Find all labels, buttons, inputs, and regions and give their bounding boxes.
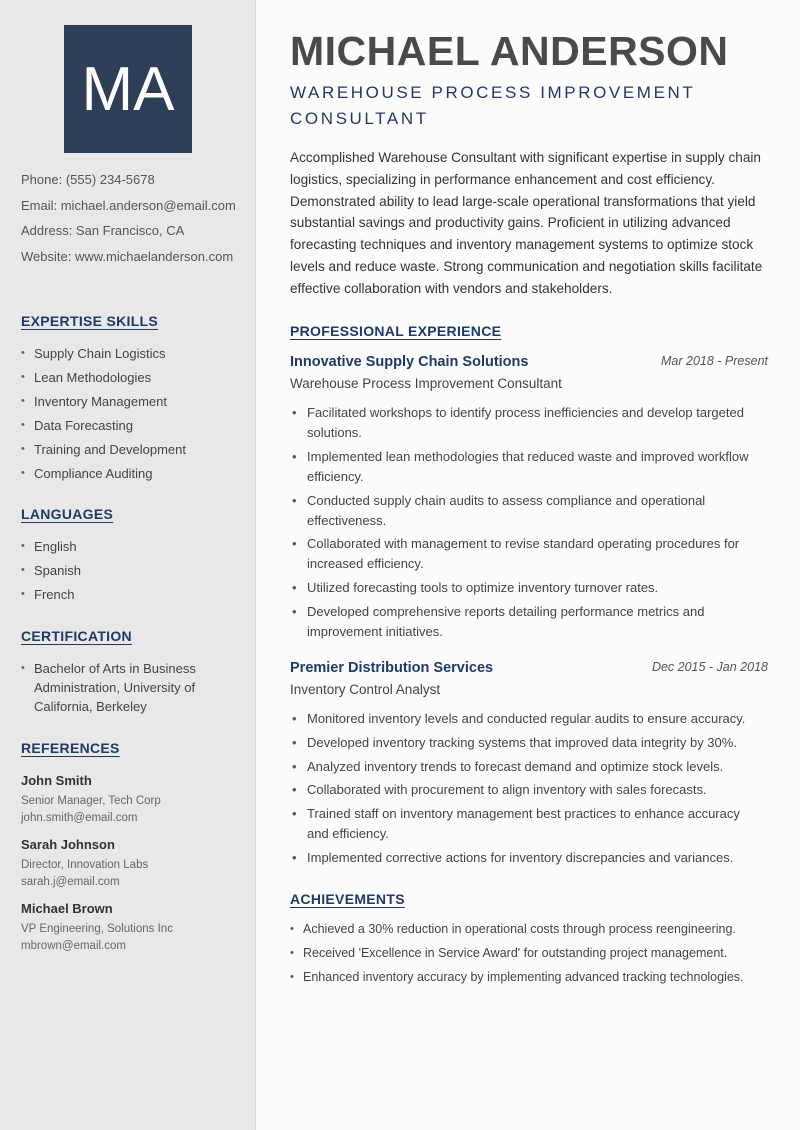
reference-title: VP Engineering, Solutions Inc (21, 923, 173, 935)
reference-email: mbrown@email.com (21, 940, 126, 952)
job-header (290, 352, 768, 394)
language-item: • Spanish (21, 561, 236, 580)
skill-item: • Lean Methodologies (21, 368, 236, 387)
achievement-item: • Enhanced inventory accuracy by implementing advanced tracking technologies. (290, 968, 768, 986)
skills-heading: EXPERTISE SKILLS (21, 313, 159, 329)
job-role: Warehouse Process Improvement Consultant (290, 376, 562, 391)
job-dates: Dec 2015 - Jan 2018 (651, 660, 768, 674)
certification-item: • Bachelor of Arts in Business Administration, University of California, Berkeley (21, 659, 206, 716)
job-bullet: • Trained staff on inventory management best practices to enhance accuracy and efficiency. (290, 804, 760, 844)
job-bullet: • Facilitated workshops to identify process inefficiencies and develop targeted solutions. (290, 403, 760, 443)
job-bullets (290, 403, 760, 646)
job-company: Innovative Supply Chain Solutions (290, 354, 529, 370)
contact-info (21, 170, 236, 272)
languages-heading: LANGUAGES (21, 506, 114, 522)
references-list (21, 772, 241, 964)
job-bullet: • Implemented lean methodologies that reduced waste and improved workflow efficiency. (290, 447, 760, 487)
job-bullet: • Monitored inventory levels and conducted regular audits to ensure accuracy. (290, 709, 760, 729)
job-bullet: • Developed comprehensive reports detailing performance metrics and improvement initiatives. (290, 602, 760, 642)
monogram-logo: MA (64, 25, 192, 153)
job-bullets (290, 709, 760, 872)
certification-list (21, 659, 206, 721)
candidate-name: MICHAEL ANDERSON (290, 28, 729, 74)
job-dates: Mar 2018 - Present (661, 354, 768, 368)
certification-heading: CERTIFICATION (21, 628, 132, 644)
job-bullet: • Conducted supply chain audits to assess compliance and operational effectiveness. (290, 491, 760, 531)
reference-email: john.smith@email.com (21, 812, 138, 824)
reference-name: Sarah Johnson (21, 837, 115, 852)
reference-title: Director, Innovation Labs (21, 859, 149, 871)
achievement-item: • Achieved a 30% reduction in operational costs through process reengineering. (290, 920, 768, 938)
job-bullet: • Collaborated with procurement to align inventory with sales forecasts. (290, 780, 760, 800)
reference-name: John Smith (21, 773, 92, 788)
skill-item: • Training and Development (21, 440, 236, 459)
job-bullet: • Analyzed inventory trends to forecast demand and optimize stock levels. (290, 757, 760, 777)
contact-phone: Phone: (555) 234-5678 (21, 172, 155, 187)
reference-entry (21, 900, 241, 955)
references-heading: REFERENCES (21, 740, 120, 756)
achievements-list (290, 920, 768, 992)
job-bullet: • Developed inventory tracking systems that improved data integrity by 30%. (290, 733, 760, 753)
reference-entry (21, 836, 241, 891)
skills-list (21, 344, 236, 488)
language-item: • English (21, 537, 236, 556)
reference-title: Senior Manager, Tech Corp (21, 795, 161, 807)
contact-address: Address: San Francisco, CA (21, 223, 185, 238)
skill-item: • Compliance Auditing (21, 464, 236, 483)
job-header (290, 658, 768, 700)
job-role: Inventory Control Analyst (290, 682, 441, 697)
job-bullet: • Implemented corrective actions for inventory discrepancies and variances. (290, 848, 760, 868)
achievement-item: • Received 'Excellence in Service Award' for outstanding project management. (290, 944, 768, 962)
achievements-heading: ACHIEVEMENTS (290, 891, 405, 907)
skill-item: • Data Forecasting (21, 416, 236, 435)
job-company: Premier Distribution Services (290, 660, 494, 676)
skill-item: • Supply Chain Logistics (21, 344, 236, 363)
candidate-title: WAREHOUSE PROCESS IMPROVEMENT CONSULTANT (290, 83, 696, 128)
language-item: • French (21, 585, 236, 604)
professional-summary: Accomplished Warehouse Consultant with significant expertise in supply chain logistics, specializing in performance enhancement and cost efficiency. Demonstrated ability to lead large-scale operational transformations that yield substantial savings and productivity gains. Proficient in utilizing advanced forecasting techniques and inventory management systems to optimize stock levels and reduce waste. Strong communication and negotiation skills facilitate effective collaboration with vendors and stakeholders. (290, 150, 763, 296)
languages-list (21, 537, 236, 609)
job-bullet: • Utilized forecasting tools to optimize inventory turnover rates. (290, 578, 760, 598)
reference-entry (21, 772, 241, 827)
experience-heading: PROFESSIONAL EXPERIENCE (290, 323, 502, 339)
sidebar (0, 0, 256, 1130)
skill-item: • Inventory Management (21, 392, 236, 411)
contact-email: Email: michael.anderson@email.com (21, 197, 236, 213)
reference-name: Michael Brown (21, 901, 113, 916)
reference-email: sarah.j@email.com (21, 876, 120, 888)
contact-website: Website: www.michaelanderson.com (21, 248, 234, 264)
job-bullet: • Collaborated with management to revise standard operating procedures for increased efficiency. (290, 534, 760, 574)
